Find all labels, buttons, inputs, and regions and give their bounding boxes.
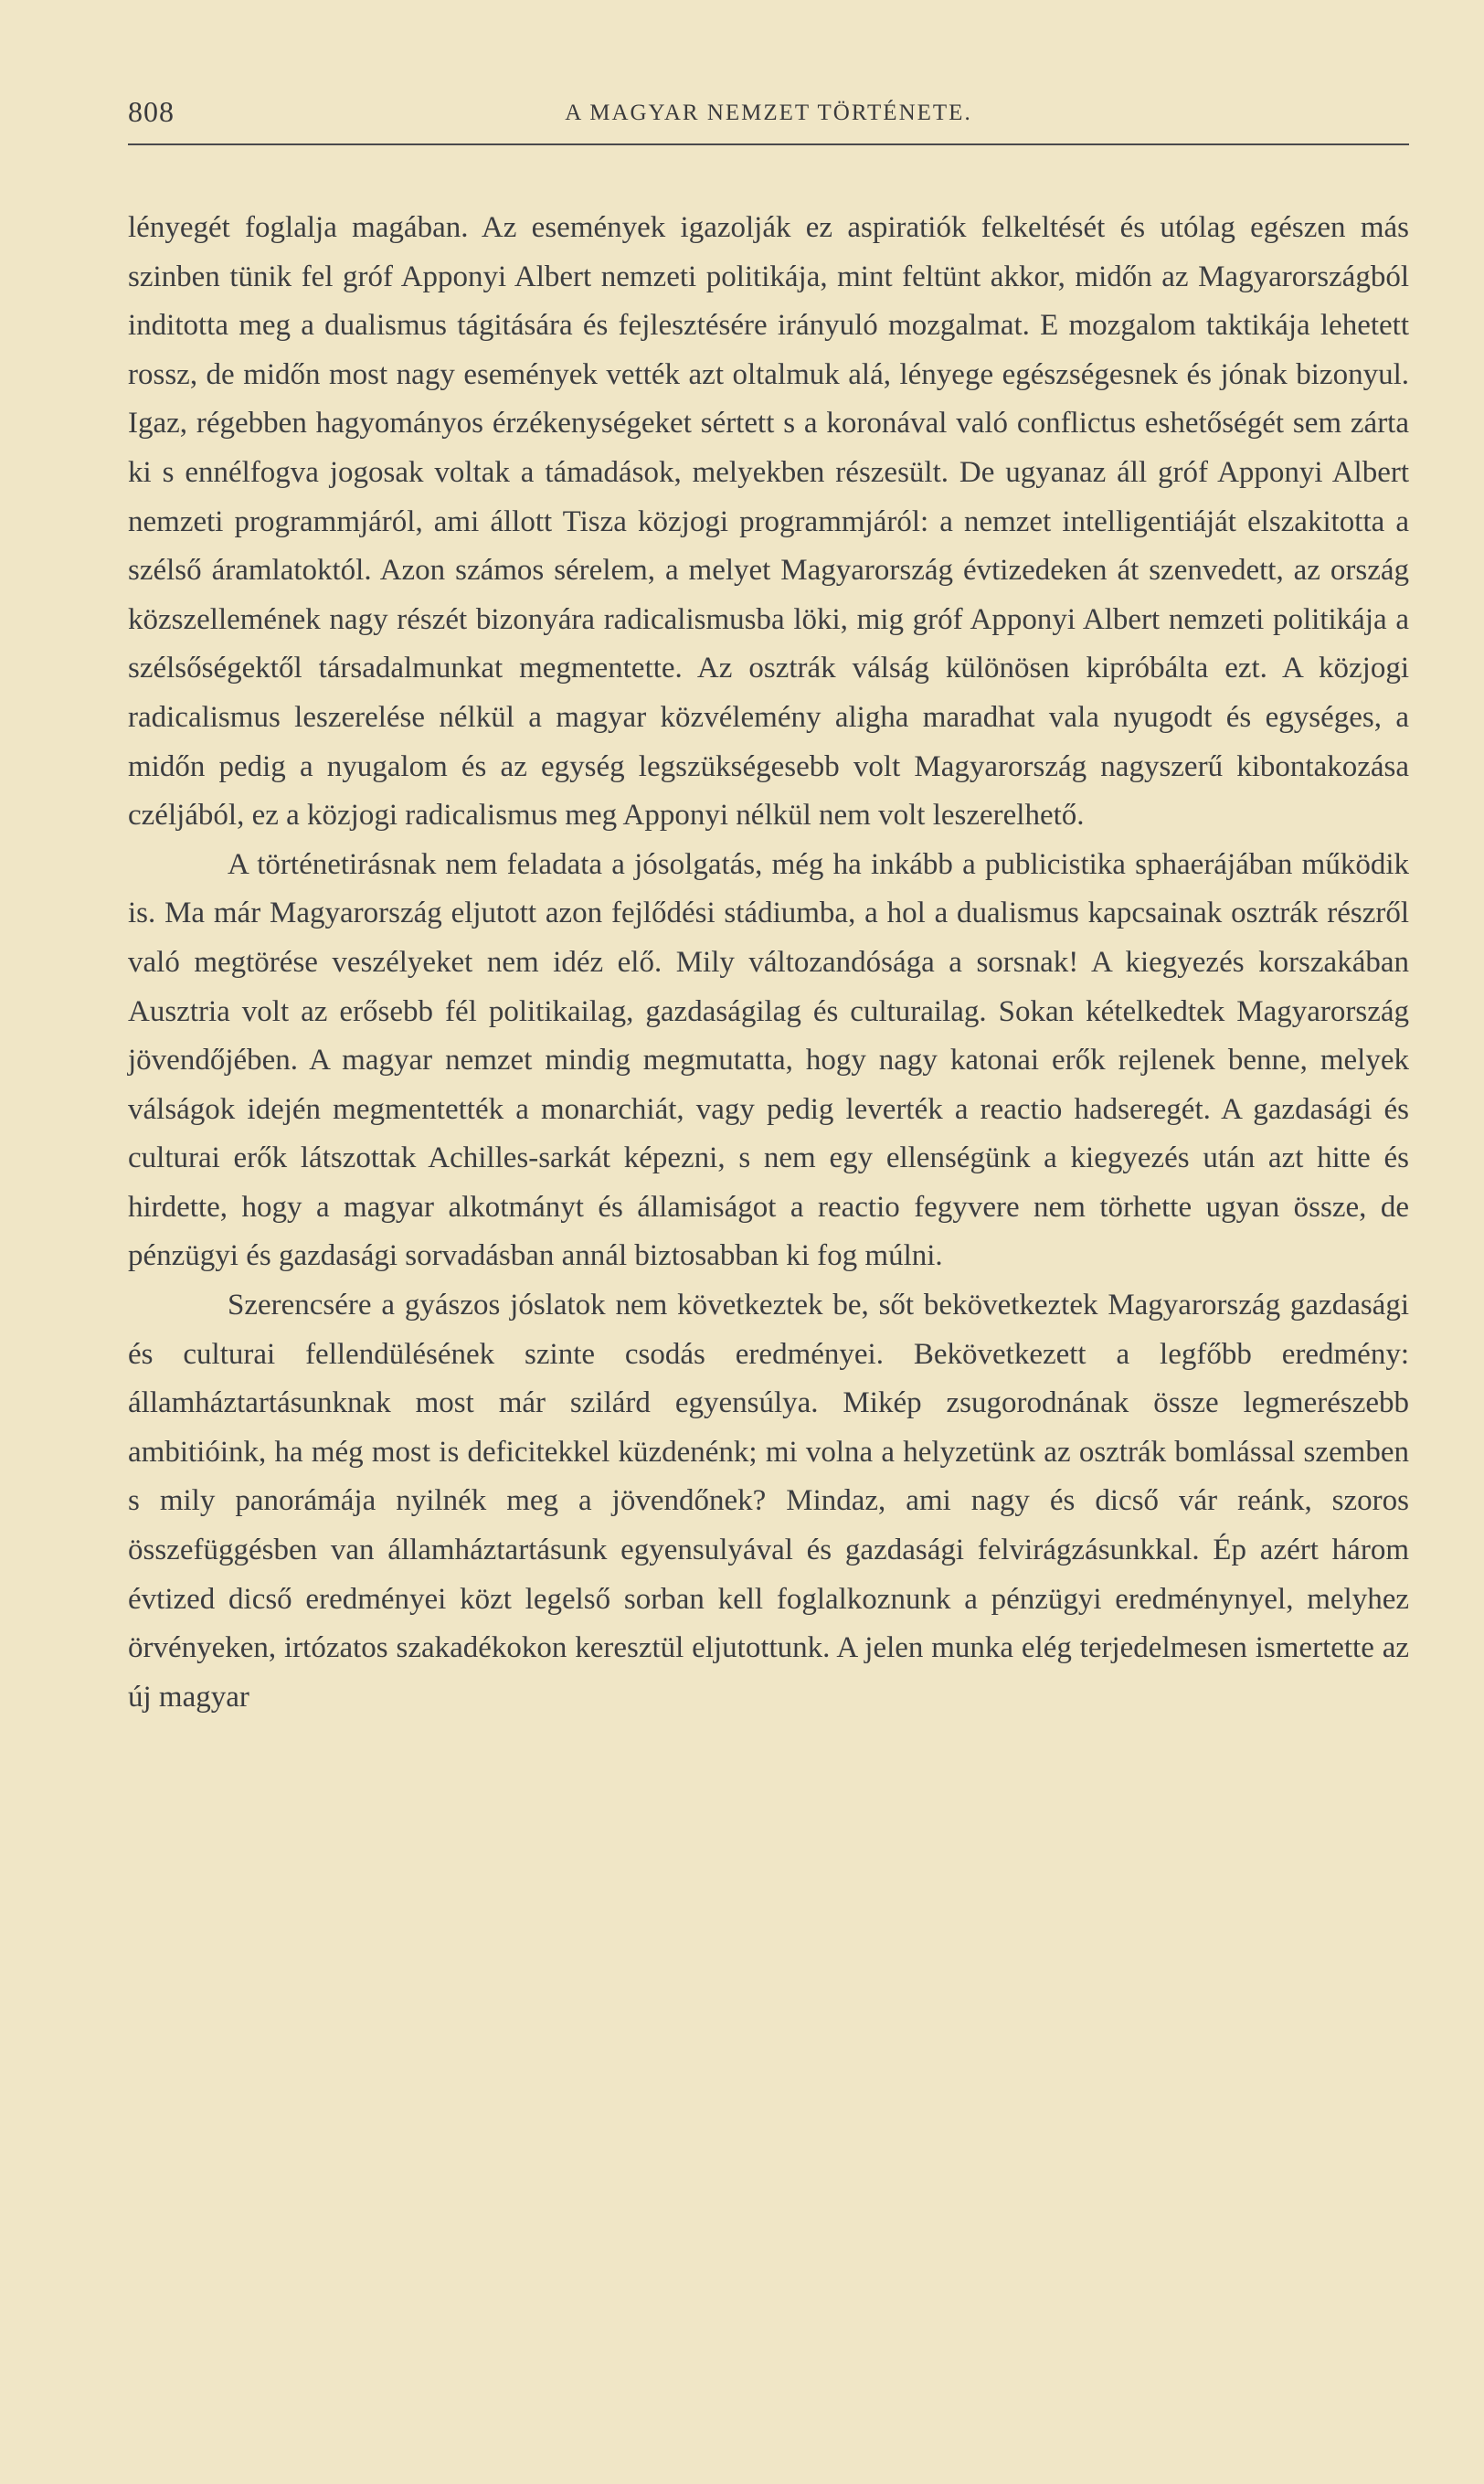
header-rule — [128, 143, 1409, 145]
paragraph-1: lényegét foglalja magában. Az események igazolják ez aspiratiók felkeltését és utólag egészen más szinben tünik fel gróf Apponyi Albert nemzeti politikája, mint feltünt akkor, midőn az Magyarországból inditotta meg a dualismus tágitására és fejlesztésére irányuló mozgalmat. E mozgalom taktikája lehetett rossz, de midőn most nagy események vették azt oltalmuk alá, lényege egészségesnek és jónak bizonyul. Igaz, régebben hagyományos érzékenységeket sértett s a koronával való conflictus eshetőségét sem zárta ki s ennélfogva jogosak voltak a támadások, melyekben részesült. De ugyanaz áll gróf Apponyi Albert nemzeti programmjáról, ami állott Tisza közjogi programmjáról: a nemzet intelligentiáját elszakitotta a szélső áramlatoktól. Azon számos sérelem, a melyet Magyarország évtizedeken át szenvedett, az ország közszellemének nagy részét bizonyára radicalismusba löki, mig gróf Apponyi Albert nemzeti politikája a szélsőségektől társadalmunkat megmentette. Az osztrák válság különösen kipróbálta ezt. A közjogi radicalismus leszerelése nélkül a magyar közvélemény aligha maradhat vala nyugodt és egységes, a midőn pedig a nyugalom és az egység legszükségesebb volt Magyarország nagyszerű kibontakozása czéljából, ez a közjogi radicalismus meg Apponyi nélkül nem volt leszerelhető. — [128, 211, 1409, 833]
page-number: 808 — [128, 95, 175, 128]
paragraph-3: Szerencsére a gyászos jóslatok nem következtek be, sőt bekövetkeztek Magyarország gazdasági és culturai fellendülésének szinte csodás eredményei. Bekövetkezett a legfőbb eredmény: államháztartásunknak most már szilárd egyensúlya. Mikép zsugorodnának össze legmerészebb ambitióink, ha még most is deficitekkel küzdenénk; mi volna a helyzetünk az osztrák bomlással szemben s mily panorámája nyilnék meg a jövendőnek? Mindaz, ami nagy és dicső vár reánk, szoros összefüggésben van államháztartásunk egyensulyával és gazdasági felvirágzásunkkal. Ép azért három évtized dicső eredményei közt legelső sorban kell foglalkoznunk a pénzügyi eredménynyel, melyhez örvényeken, irtózatos szakadékokon keresztül eljutottunk. A jelen munka elég terjedelmesen ismertette az új magyar — [128, 1289, 1409, 1714]
running-title: A MAGYAR NEMZET TÖRTÉNETE. — [565, 101, 972, 125]
paragraph-2: A történetirásnak nem feladata a jósolgatás, még ha inkább a publicistika sphaerájában működik is. Ma már Magyarország eljutott azon fejlődési stádiumba, a hol a dualismus kapcsainak osztrák részről való megtörése veszélyeket nem idéz elő. Mily változandósága a sorsnak! A kiegyezés korszakában Ausztria volt az erősebb fél politikailag, gazdaságilag és culturailag. Sokan kételkedtek Magyarország jövendőjében. A magyar nemzet mindig megmutatta, hogy nagy katonai erők rejlenek benne, melyek válságok idején megmentették a monarchiát, vagy pedig leverték a reactio hadseregét. A gazdasági és culturai erők látszottak Achilles-sarkát képezni, s nem egy ellenségünk a kiegyezés után azt hitte és hirdette, hogy a magyar alkotmányt és államiságot a reactio fegyvere nem törhette ugyan össze, de pénzügyi és gazdasági sorvadásban annál biztosabban ki fog múlni. — [128, 847, 1409, 1273]
page-header — [128, 95, 1409, 139]
body-text — [128, 204, 1409, 1722]
